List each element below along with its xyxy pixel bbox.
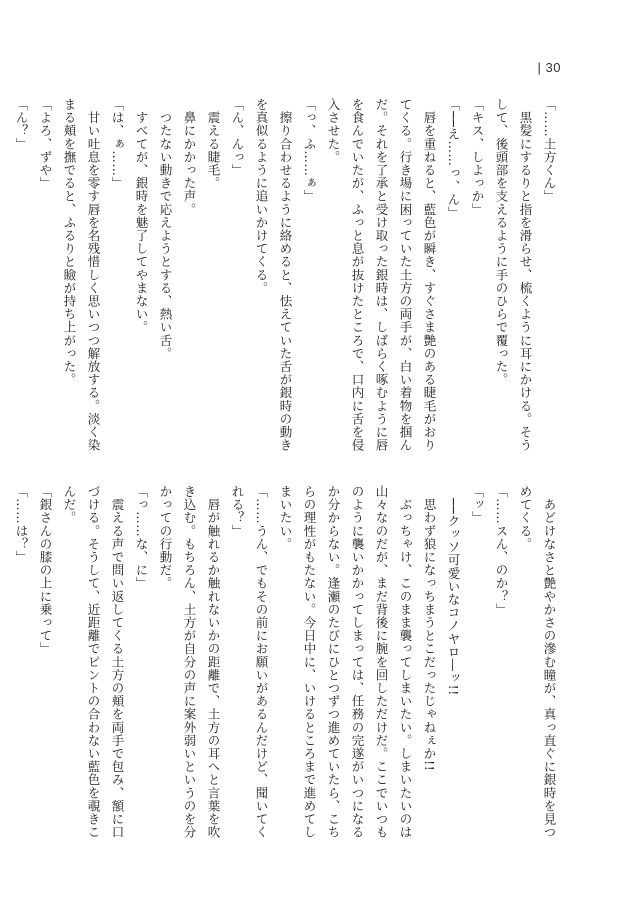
text-line: すべてが、銀時を魅了してやまない。 — [134, 98, 149, 334]
text-line: 「よろ、ずや」 — [38, 98, 53, 190]
text-line: 「キス、しよっか」 — [470, 98, 485, 216]
text-line: 唇を重ねると、藍色が瞬き、すぐさま艶のある睫毛がおり — [422, 98, 437, 452]
text-line: まいたい。 — [278, 485, 293, 551]
text-line: 「っ、ふ……ぁ」 — [302, 98, 317, 203]
text-line: を食んでいたが、ふっと息が抜けたところで、口内に舌を侵 — [350, 98, 365, 452]
text-line: き込む。もちろん、土方が自分の声に案外弱いというのを分 — [182, 485, 197, 839]
text-line: 「……うん、でもその前にお願いがあるんだけど、聞いてく — [254, 485, 269, 839]
text-line: だ。それを了承と受け取った銀時は、しばらく啄むように唇 — [374, 98, 389, 452]
text-line: めてくる。 — [518, 485, 533, 551]
page-number: | 30 — [537, 60, 561, 75]
text-line: 鼻にかかった声。 — [182, 98, 197, 216]
text-line: んだ。 — [62, 485, 77, 525]
text-line: まる頬を撫でると、ふるりと瞼が持ち上がった。 — [62, 98, 77, 387]
upper-text-block — [14, 98, 561, 463]
text-line: 入させた。 — [326, 98, 341, 164]
text-line: 「ん、んっ」 — [230, 98, 245, 177]
text-line: れる？」 — [230, 485, 245, 538]
text-line: 震える睫毛。 — [206, 98, 221, 190]
text-line: 「……土方くん」 — [542, 98, 557, 203]
text-line: づける。そうして、近距離でピントの合わない藍色を覗きこ — [86, 485, 101, 839]
text-line: か分からない。逢瀬のたびにひとつずつ進めていたら、こち — [326, 485, 341, 839]
text-line: らの理性がもたない。今日中に、いけるところまで進めてし — [302, 485, 317, 839]
text-line: 擦り合わせるように絡めると、怯えていた舌が銀時の動き — [278, 98, 293, 452]
text-line: 「は、ぁ……」 — [110, 98, 125, 190]
text-line: のように襲いかかってしまっては、任務の完遂がいつになる — [350, 485, 365, 839]
text-line: あどけなさと艶やかさの滲む瞳が、真っ直ぐに銀時を見つ — [542, 485, 557, 839]
text-line: ぶっちゃけ、このまま襲ってしまいたい。しまいたいのは — [398, 485, 413, 839]
text-line: 甘い吐息を零す唇を名残惜しく思いつつ解放する。淡く染 — [86, 98, 101, 452]
text-line: 「ん？」 — [14, 98, 29, 151]
text-line: 思わず狼になっちまうとこだったじゃねぇか!! — [422, 485, 437, 772]
text-line: 「っ……な、に」 — [134, 485, 149, 590]
text-line: 黒髪にするりと指を滑らせ、梳くように耳にかける。そう — [518, 98, 533, 452]
text-line: つたない動きで応えようとする、熱い舌。 — [158, 98, 173, 360]
text-line: 「……は？」 — [14, 485, 29, 564]
text-line: 「……スん、のか？」 — [494, 485, 509, 616]
text-line: 「銀さんの膝の上に乗って」 — [38, 485, 53, 656]
text-line: 「ッ」 — [470, 485, 485, 525]
text-line: 山々なのだが、まだ背後に腕を回しただけだ。ここでいつも — [374, 485, 389, 839]
text-line: 震える声で問い返してくる土方の頬を両手で包み、額に口 — [110, 485, 125, 839]
text-line: して、後頭部を支えるように手のひらで覆った。 — [494, 98, 509, 387]
text-line: 唇が触れるか触れないかの距離で、土方の耳へと言葉を吹 — [206, 485, 221, 839]
text-line: ──クッソ可愛いなコノヤロ―ッ!! — [446, 485, 461, 696]
text-line: てくる。行き場に困っていた土方の両手が、白い着物を掴ん — [398, 98, 413, 452]
text-line: かっての行動だ。 — [158, 485, 173, 590]
text-line: を真似るように追いかけてくる。 — [254, 98, 269, 295]
text-line: 「──え……っ、ん」 — [446, 98, 461, 220]
lower-text-block — [14, 485, 561, 860]
